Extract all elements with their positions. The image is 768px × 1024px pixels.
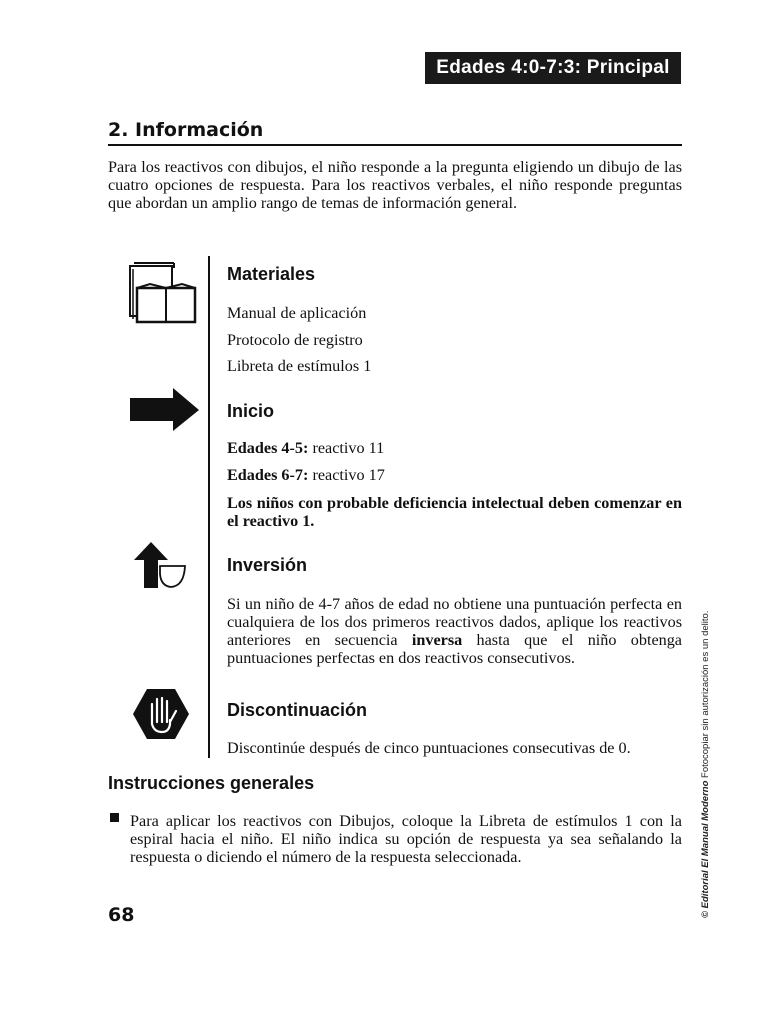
inicio-note: Los niños con probable deficiencia intelectual deben comenzar en el reactivo 1. bbox=[227, 494, 682, 530]
instrucciones-bullet: Para aplicar los reactivos con Dibujos, coloque la Libreta de estímulos 1 con la espiral hacia el niño. El niño indica su opción de respuesta ya sea señalando la respuesta o diciendo el número de la respuesta seleccionada. bbox=[130, 812, 682, 866]
page-header bbox=[425, 52, 681, 84]
inicio-line-1 bbox=[227, 439, 384, 458]
inversion-title: Inversión bbox=[227, 555, 308, 575]
bullet-marker bbox=[110, 813, 119, 822]
stop-hand-icon bbox=[132, 688, 190, 740]
copyright-warning: Fotocopiar sin autorización es un delito. bbox=[700, 610, 711, 781]
inversion-text-b: hasta que el niño obtenga puntuaciones perfectas en dos reactivos consecutivos. bbox=[227, 631, 682, 667]
instrucciones-title: Instrucciones generales bbox=[108, 773, 315, 793]
copyright-publisher: © Editorial El Manual Moderno bbox=[700, 780, 711, 918]
inicio-title: Inicio bbox=[227, 401, 275, 421]
inicio-line-2 bbox=[227, 466, 385, 485]
discontinuacion-title: Discontinuación bbox=[227, 700, 368, 720]
materiales-item: Manual de aplicación bbox=[227, 304, 367, 322]
inicio-age-1: Edades 4-5: bbox=[227, 439, 309, 457]
inversion-text-bold: inversa bbox=[411, 631, 463, 649]
inicio-item-2: reactivo 17 bbox=[308, 466, 385, 484]
discontinuacion-text: Discontinúe después de cinco puntuaciones consecutivas de 0. bbox=[227, 739, 631, 757]
materiales-item: Protocolo de registro bbox=[227, 331, 363, 349]
inversion-text bbox=[227, 595, 682, 667]
page-number: 68 bbox=[108, 904, 135, 926]
section-intro: Para los reactivos con dibujos, el niño responde a la pregunta eligiendo un dibujo de las cuatro opciones de respuesta. Para los reactivos verbales, el niño responde preguntas que abordan un amplio rango de temas de información general. bbox=[108, 158, 682, 212]
section-rule bbox=[108, 144, 682, 146]
header-title: Edades 4:0-7:3: Principal bbox=[436, 57, 670, 78]
vertical-divider bbox=[208, 256, 210, 758]
inicio-age-2: Edades 6-7: bbox=[227, 466, 309, 484]
materiales-item: Libreta de estímulos 1 bbox=[227, 357, 372, 375]
copyright-note bbox=[700, 611, 711, 918]
reverse-arrow-icon bbox=[133, 540, 187, 590]
inversion-text-a: Si un niño de 4-7 años de edad no obtiene una puntuación perfecta en cualquiera de los dos primeros reactivos dados, aplique los reactivos anteriores en secuencia bbox=[227, 595, 682, 649]
arrow-right-icon bbox=[129, 387, 201, 433]
books-icon bbox=[128, 262, 198, 326]
section-title: 2. Información bbox=[108, 119, 264, 141]
inicio-item-1: reactivo 11 bbox=[308, 439, 385, 457]
materiales-title: Materiales bbox=[227, 264, 316, 284]
